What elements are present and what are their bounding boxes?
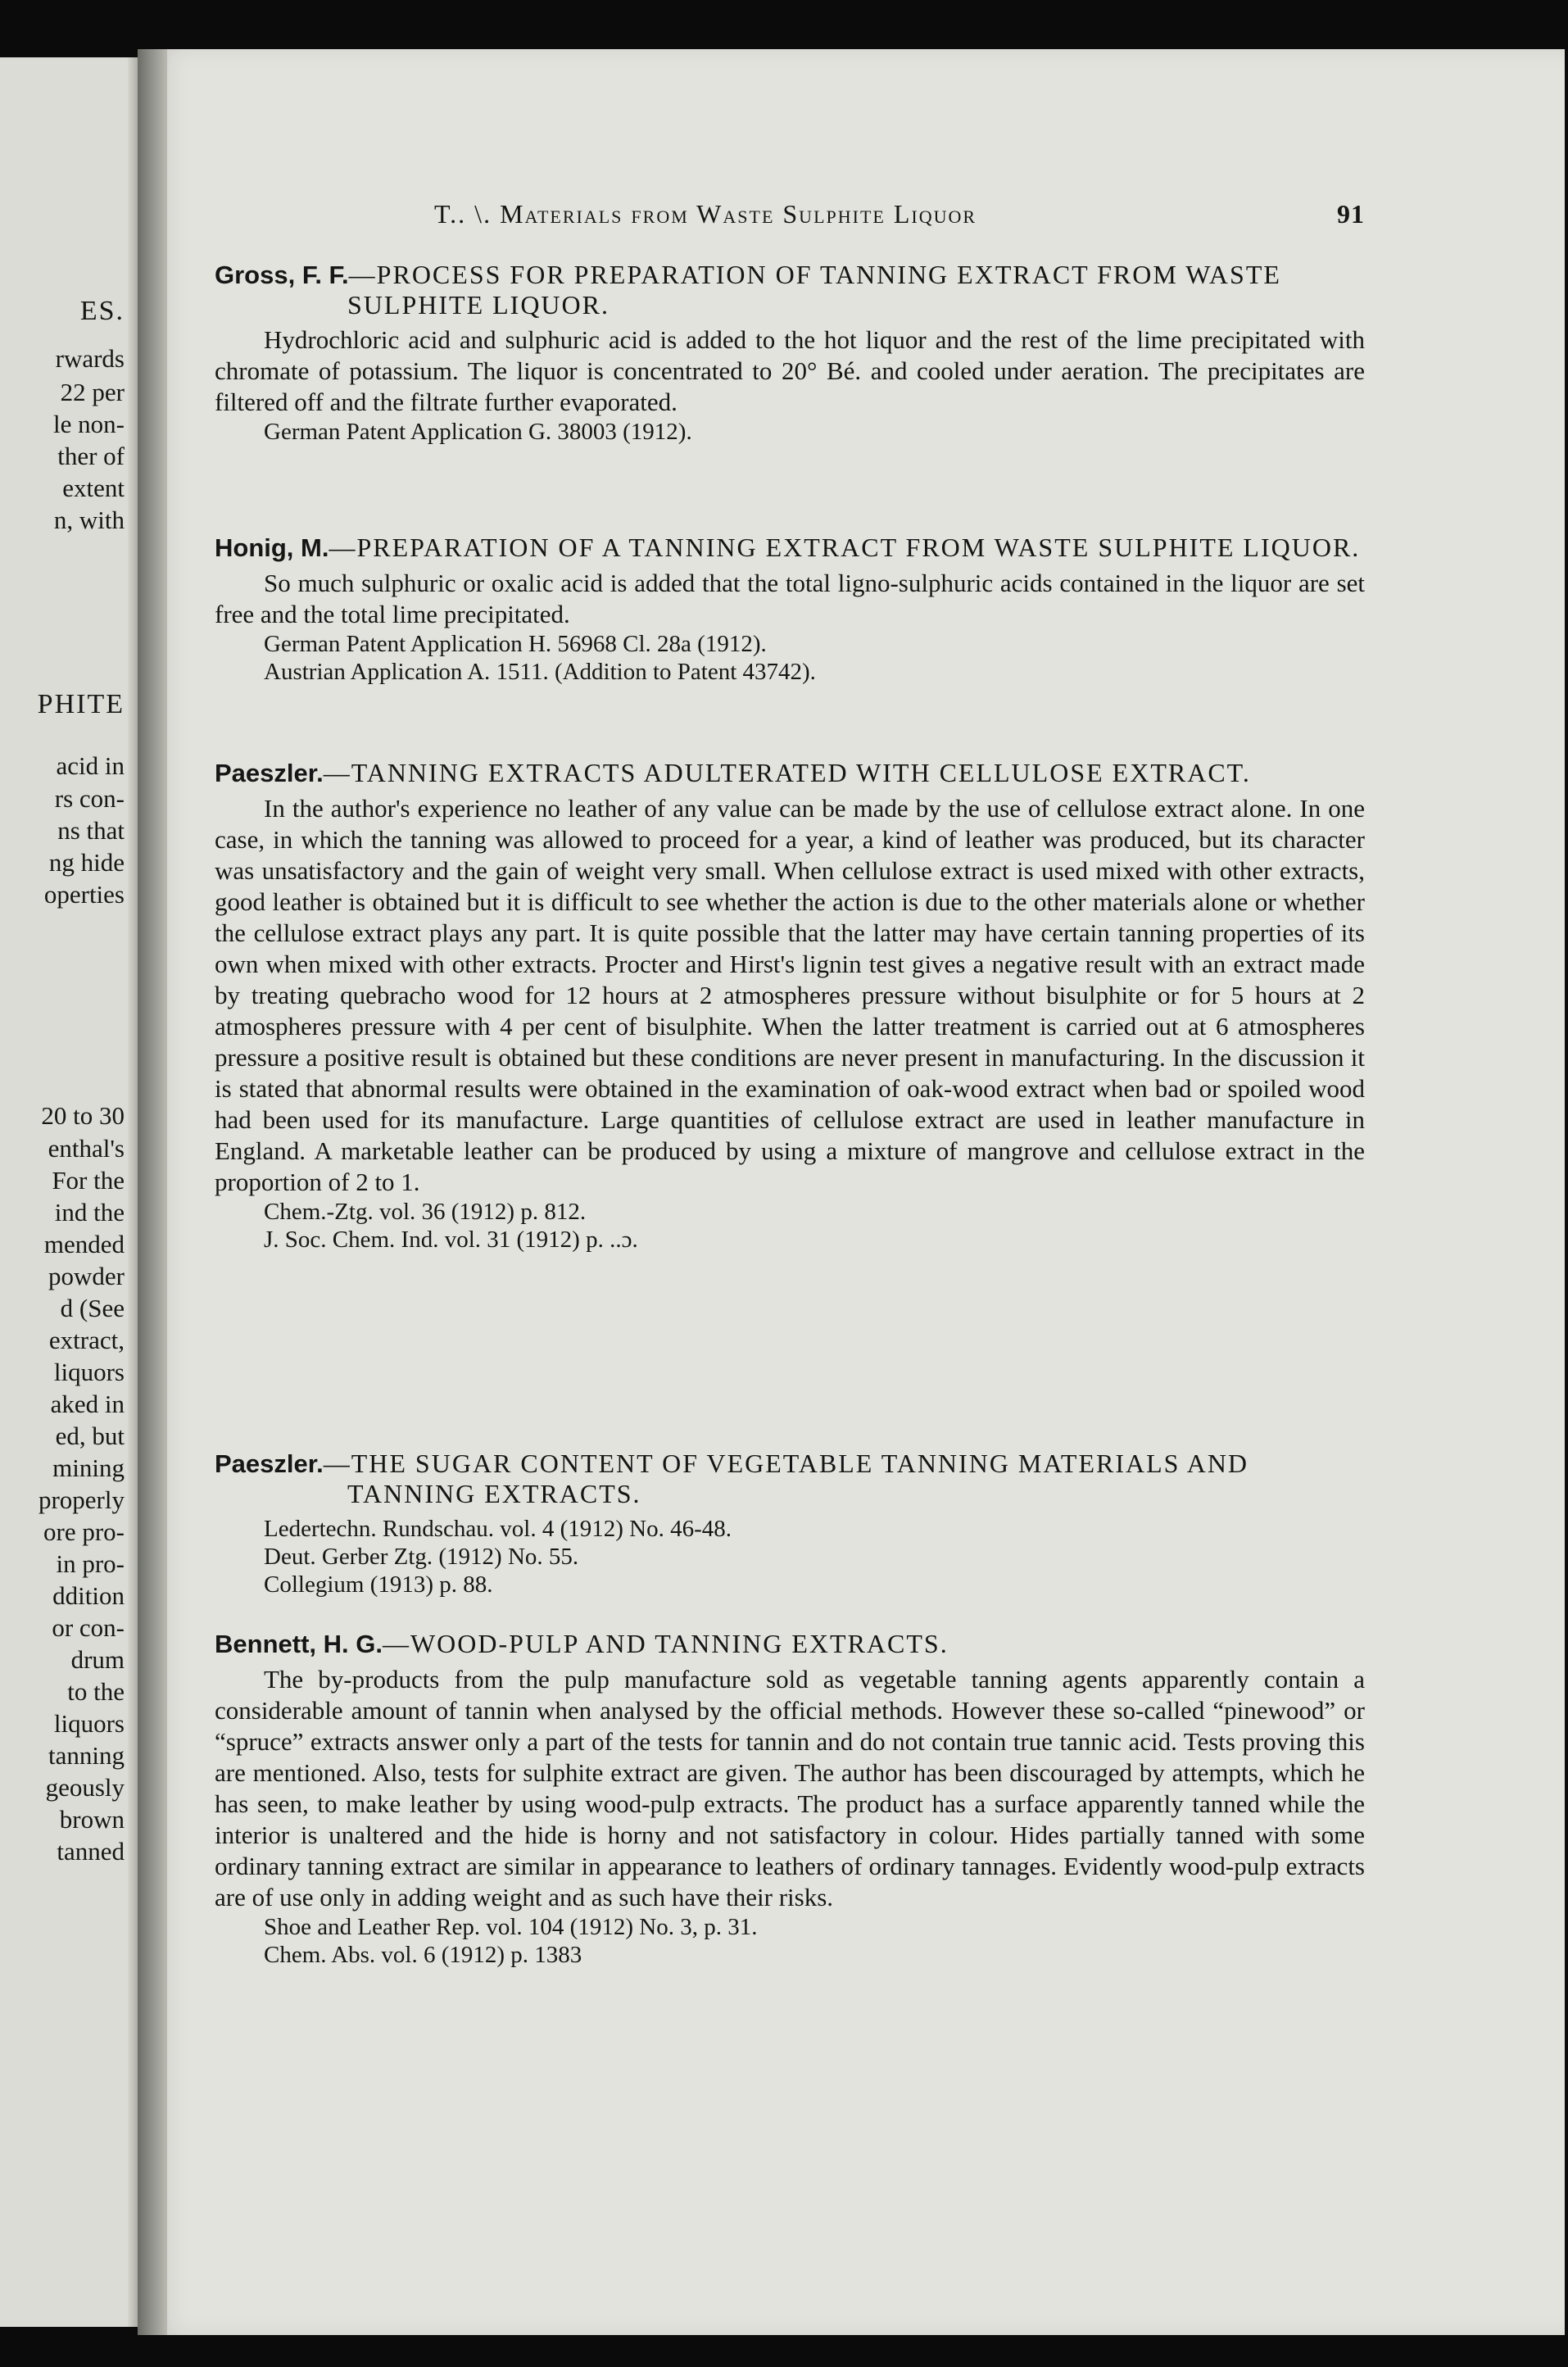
running-head	[215, 199, 1365, 232]
entry-author: Bennett, H. G.	[215, 1630, 383, 1658]
entry-heading	[215, 1449, 1365, 1508]
bibliography-entry	[215, 1449, 1365, 1598]
entry-heading	[215, 533, 1365, 563]
facing-page-line: le non-	[53, 410, 125, 438]
facing-page-line: operties	[43, 880, 125, 909]
facing-page-line: tanning	[48, 1741, 125, 1770]
facing-page-line: powder	[48, 1262, 125, 1290]
facing-page-line: PHITE	[37, 689, 125, 719]
facing-page-line: mended	[43, 1230, 125, 1258]
entry-abstract: In the author's experience no leather of any value can be made by the use of cellulose extract alone. In one case, in which the tanning was allowed to proceed for a year, a kind of leather was produced, but its character was unsatisfactory and the gain of weight very small. When cellulose extract is used mixed with other extracts, good leather is obtained but it is difficult to see whether the action is due to the other materials alone or whether the cellulose extract plays any part. It is quite possible that the latter may have certain tanning properties of its own when mixed with other extracts. Procter and Hirst's lignin test gives a negative result with an extract made by treating quebracho wood for 12 hours at 2 atmospheres pressure without bisulphite or for 5 hours at 2 atmospheres pressure with 4 per cent of bisulphite. When the latter treatment is carried out at 6 atmospheres pressure a positive result is obtained but these conditions are never present in manufacturing. In the discussion it is stated that abnormal results were obtained in the examination of oak-wood extract when bad or spoiled wood had been used for its manufacture. Large quantities of cellulose extract are used in leather manufacture in England. A marketable leather can be produced by using a mixture of mangrove and cellulose extract in the proportion of 2 to 1.	[215, 794, 1365, 1196]
running-head-title: T.. \. Materials from Waste Sulphite Liquor	[434, 199, 977, 229]
entry-reference: Austrian Application A. 1511. (Addition to Patent 43742).	[264, 659, 816, 685]
entry-author: Paeszler.	[215, 759, 324, 787]
facing-page-line: 20 to 30	[41, 1101, 125, 1130]
facing-page-line: d (See	[60, 1294, 125, 1322]
facing-page-line: to the	[67, 1677, 125, 1706]
facing-page-line: rwards	[55, 344, 125, 373]
entry-author: Gross, F. F.	[215, 261, 349, 289]
entry-reference: Deut. Gerber Ztg. (1912) No. 55.	[264, 1544, 579, 1570]
page-binding-shadow	[138, 49, 167, 2335]
entry-reference: Shoe and Leather Rep. vol. 104 (1912) No. 3, p. 31.	[264, 1914, 758, 1940]
facing-page-line: rs con-	[54, 784, 125, 813]
facing-page-line: extract,	[48, 1326, 125, 1354]
facing-page-line: enthal's	[48, 1134, 125, 1163]
entry-abstract: The by-products from the pulp manufacture sold as vegetable tanning agents apparently contain a considerable amount of tannin when analysed by the official methods. However these so-called “pinewood” or “spruce” extracts answer only a part of the tests for tannin and do not contain true tannic acid. Tests proving this are mentioned. Also, tests for sulphite extract are given. The author has been discouraged by attempts, which he has seen, to make leather by using wood-pulp extracts. The product has a surface apparently tanned while the interior is unaltered and the hide is horny and not satisfactory in colour. Hides partially tanned with some ordinary tanning extract are similar in appearance to leathers of ordinary tannages. Evidently wood-pulp extracts are of use only in adding weight and as such have their risks.	[215, 1665, 1365, 1911]
entry-author: Honig, M.	[215, 533, 329, 562]
facing-page-line: brown	[59, 1805, 125, 1834]
facing-page	[0, 57, 146, 2327]
bibliography-entry	[215, 533, 1365, 686]
facing-page-line: 22 per	[60, 378, 125, 406]
bibliography-entry	[215, 1629, 1365, 1969]
facing-page-line: ore pro-	[43, 1517, 125, 1546]
facing-page-line: ng hide	[48, 848, 125, 877]
facing-page-line: For the	[52, 1166, 125, 1195]
facing-page-line: ES.	[79, 296, 125, 326]
bibliography-entry	[215, 758, 1365, 1254]
facing-page-line: in pro-	[56, 1549, 125, 1578]
facing-page-line: aked in	[50, 1390, 125, 1418]
facing-page-line: properly	[38, 1485, 125, 1514]
facing-page-line: mining	[52, 1453, 125, 1482]
entry-reference: Chem.-Ztg. vol. 36 (1912) p. 812.	[264, 1199, 587, 1225]
entry-heading	[215, 1629, 1365, 1659]
entry-title: —PROCESS FOR PREPARATION OF TANNING EXTRACT FROM WASTE SULPHITE LIQUOR.	[347, 260, 1281, 320]
entry-heading	[215, 260, 1365, 320]
facing-page-line: ed, but	[55, 1422, 125, 1450]
entry-title: —TANNING EXTRACTS ADULTERATED WITH CELLULOSE EXTRACT.	[323, 758, 1251, 787]
facing-page-line: ddition	[52, 1581, 125, 1610]
entry-title: —WOOD-PULP AND TANNING EXTRACTS.	[382, 1629, 949, 1658]
entry-abstract: So much sulphuric or oxalic acid is added that the total ligno-sulphuric acids contained in the liquor are set free and the total lime precipitated.	[215, 569, 1365, 628]
facing-page-line: ther of	[57, 442, 125, 470]
facing-page-line: ns that	[57, 816, 125, 845]
entry-reference: German Patent Application G. 38003 (1912).	[264, 419, 692, 445]
entry-reference: Collegium (1913) p. 88.	[264, 1571, 493, 1598]
page-number: 91	[1337, 199, 1365, 229]
facing-page-line: drum	[70, 1645, 125, 1674]
entry-reference: Chem. Abs. vol. 6 (1912) p. 1383	[264, 1942, 582, 1968]
entry-author: Paeszler.	[215, 1449, 324, 1478]
entry-abstract: Hydrochloric acid and sulphuric acid is added to the hot liquor and the rest of the lime precipitated with chromate of potassium. The liquor is concentrated to 20° Bé. and cooled under aeration. The precipitates are filtered off and the filtrate further evaporated.	[215, 325, 1365, 416]
facing-page-line: ind the	[54, 1198, 125, 1227]
facing-page-line: or con-	[52, 1613, 125, 1642]
bibliography-entry	[215, 260, 1365, 446]
facing-page-line: liquors	[53, 1358, 125, 1386]
facing-page-line: extent	[62, 474, 125, 502]
entry-reference: J. Soc. Chem. Ind. vol. 31 (1912) p. ..ɔ.	[264, 1227, 638, 1253]
facing-page-line: liquors	[53, 1709, 125, 1738]
facing-page-line: tanned	[57, 1837, 125, 1866]
facing-page-line: acid in	[56, 751, 125, 780]
facing-page-line: n, with	[53, 506, 125, 534]
entry-reference: Ledertechn. Rundschau. vol. 4 (1912) No. 46-48.	[264, 1516, 732, 1542]
facing-page-line: geously	[45, 1773, 125, 1802]
entry-title: —PREPARATION OF A TANNING EXTRACT FROM WASTE SULPHITE LIQUOR.	[329, 533, 1361, 562]
entry-reference: German Patent Application H. 56968 Cl. 28a (1912).	[264, 631, 767, 657]
entry-heading	[215, 758, 1365, 788]
entry-title: —THE SUGAR CONTENT OF VEGETABLE TANNING MATERIALS AND TANNING EXTRACTS.	[323, 1449, 1249, 1508]
